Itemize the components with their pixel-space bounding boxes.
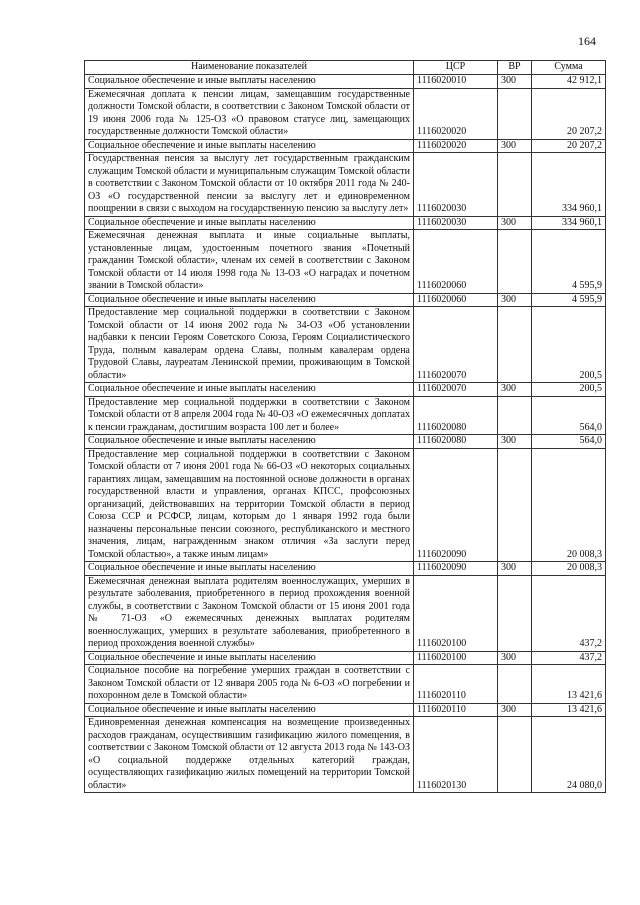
row-name-cell: Социальное обеспечение и иные выплаты населению [85,703,414,717]
row-name-cell: Социальное обеспечение и иные выплаты населению [85,293,414,307]
row-vr-cell [498,307,532,383]
table-row [85,717,606,793]
column-header-code: ЦСР [414,61,498,75]
table-row [85,396,606,435]
row-vr-cell [498,88,532,139]
row-vr-cell: 300 [498,703,532,717]
row-code-cell: 1116020080 [414,435,498,449]
row-sum-cell: 20 008,3 [532,448,606,562]
row-code-cell: 1116020070 [414,307,498,383]
row-vr-cell: 300 [498,383,532,397]
row-sum-cell: 437,2 [532,651,606,665]
table-row [85,307,606,383]
row-code-cell: 1116020060 [414,230,498,294]
row-code-cell: 1116020110 [414,703,498,717]
row-sum-cell: 437,2 [532,575,606,651]
table-row [85,230,606,294]
table-row [85,293,606,307]
table-row [85,88,606,139]
table-row [85,383,606,397]
row-sum-cell: 13 421,6 [532,703,606,717]
table-row [85,75,606,89]
row-sum-cell: 42 912,1 [532,75,606,89]
row-code-cell: 1116020060 [414,293,498,307]
row-vr-cell [498,665,532,704]
row-sum-cell: 4 595,9 [532,293,606,307]
table-header-row [85,61,606,75]
row-name-cell: Социальное обеспечение и иные выплаты населению [85,562,414,576]
table-row [85,448,606,562]
row-name-cell: Единовременная денежная компенсация на возмещение произведенных расходов гражданам, осуществившим газификацию жилого помещения, в соответствии с Законом Томской области от 12 августа 2013 года № 143-ОЗ «О социальной поддержке отдельных категорий граждан, осуществляющих газификацию жилых помещений на территории Томской области» [85,717,414,793]
row-name-cell: Государственная пенсия за выслугу лет государственным гражданским служащим Томской области и муниципальным служащим Томской области в соответствии с Законом Томской области от 10 октября 2011 года № 240-ОЗ «О государственной пенсии за выслугу лет и единовременном поощрении в связи с выходом на государственную пенсию за выслугу лет» [85,153,414,217]
row-code-cell: 1116020030 [414,153,498,217]
table-row [85,435,606,449]
row-code-cell: 1116020100 [414,575,498,651]
row-sum-cell: 13 421,6 [532,665,606,704]
row-code-cell: 1116020020 [414,139,498,153]
row-sum-cell: 334 960,1 [532,153,606,217]
row-name-cell: Социальное обеспечение и иные выплаты населению [85,383,414,397]
row-code-cell: 1116020080 [414,396,498,435]
row-code-cell: 1116020020 [414,88,498,139]
column-header-name: Наименование показателей [85,61,414,75]
row-name-cell: Социальное обеспечение и иные выплаты населению [85,216,414,230]
row-code-cell: 1116020090 [414,448,498,562]
table-row [85,153,606,217]
row-vr-cell [498,575,532,651]
row-vr-cell: 300 [498,651,532,665]
row-name-cell: Социальное пособие на погребение умерших граждан в соответствии с Законом Томской области от 12 января 2005 года № 6-ОЗ «О погребении и похоронном деле в Томской области» [85,665,414,704]
table-row [85,216,606,230]
row-name-cell: Предоставление мер социальной поддержки в соответствии с Законом Томской области от 8 апреля 2004 года № 40-ОЗ «О ежемесячных доплатах к пенсии гражданам, достигшим возраста 100 лет и более» [85,396,414,435]
table-row [85,562,606,576]
row-sum-cell: 20 207,2 [532,139,606,153]
column-header-sum: Сумма [532,61,606,75]
row-name-cell: Предоставление мер социальной поддержки в соответствии с Законом Томской области от 14 июня 2002 года № 34-ОЗ «Об установлении надбавки к пенсии Героям Советского Союза, Героям Социалистического Труда, полным кавалерам ордена Славы, полным кавалерам ордена Трудовой Славы, лауреатам Ленинской премии, проживающим в Томской области» [85,307,414,383]
row-vr-cell [498,230,532,294]
row-sum-cell: 334 960,1 [532,216,606,230]
table-row [85,139,606,153]
row-name-cell: Предоставление мер социальной поддержки в соответствии с Законом Томской области от 7 июня 2001 года № 66-ОЗ «О некоторых социальных гарантиях лицам, замещавшим на постоянной основе должности в органах государственной власти и управления, органах КПСС, профсоюзных организаций, действовавших на территории Томской области в период Союза ССР и РСФСР, лицам, которым до 1 января 1992 года были назначены персональные пенсии союзного, республиканского и местного значения, лицам, награжденным знаком отличия «За заслуги перед Томской областью», а также иным лицам» [85,448,414,562]
row-vr-cell [498,717,532,793]
row-name-cell: Ежемесячная денежная выплата родителям военнослужащих, умерших в результате заболевания, приобретенного в период прохождения военной службы, в соответствии с Законом Томской области от 15 июня 2001 года № 71-ОЗ «О ежемесячных денежных выплатах родителям военнослужащих, умерших в результате заболевания, приобретенного в период прохождения военной службы» [85,575,414,651]
row-vr-cell: 300 [498,293,532,307]
row-name-cell: Ежемесячная доплата к пенсии лицам, замещавшим государственные должности Томской области, в соответствии с Законом Томской области от 19 июня 2006 года № 125-ОЗ «О правовом статусе лиц, замещающих государственные должности Томской области» [85,88,414,139]
row-name-cell: Социальное обеспечение и иные выплаты населению [85,139,414,153]
row-code-cell: 1116020090 [414,562,498,576]
row-name-cell: Социальное обеспечение и иные выплаты населению [85,651,414,665]
row-name-cell: Ежемесячная денежная выплата и иные социальные выплаты, установленные лицам, удостоенным почетного звания «Почетный гражданин Томской области», членам их семей в соответствии с Законом Томской области от 14 июля 1998 года № 13-ОЗ «О наградах и почетном звании в Томской области» [85,230,414,294]
budget-table [84,60,606,793]
row-code-cell: 1116020010 [414,75,498,89]
row-vr-cell: 300 [498,435,532,449]
row-vr-cell: 300 [498,139,532,153]
row-sum-cell: 20 008,3 [532,562,606,576]
row-sum-cell: 4 595,9 [532,230,606,294]
table-row [85,575,606,651]
row-vr-cell [498,396,532,435]
row-vr-cell: 300 [498,216,532,230]
row-code-cell: 1116020070 [414,383,498,397]
table-row [85,703,606,717]
row-sum-cell: 200,5 [532,307,606,383]
row-sum-cell: 564,0 [532,396,606,435]
row-name-cell: Социальное обеспечение и иные выплаты населению [85,75,414,89]
row-code-cell: 1116020030 [414,216,498,230]
row-sum-cell: 24 080,0 [532,717,606,793]
row-name-cell: Социальное обеспечение и иные выплаты населению [85,435,414,449]
row-code-cell: 1116020100 [414,651,498,665]
row-vr-cell: 300 [498,75,532,89]
row-sum-cell: 20 207,2 [532,88,606,139]
table-row [85,665,606,704]
row-vr-cell [498,448,532,562]
row-sum-cell: 564,0 [532,435,606,449]
row-vr-cell [498,153,532,217]
row-code-cell: 1116020130 [414,717,498,793]
page-number: 164 [578,34,596,48]
table-row [85,651,606,665]
column-header-vr: ВР [498,61,532,75]
row-code-cell: 1116020110 [414,665,498,704]
row-vr-cell: 300 [498,562,532,576]
row-sum-cell: 200,5 [532,383,606,397]
table-body [85,75,606,793]
